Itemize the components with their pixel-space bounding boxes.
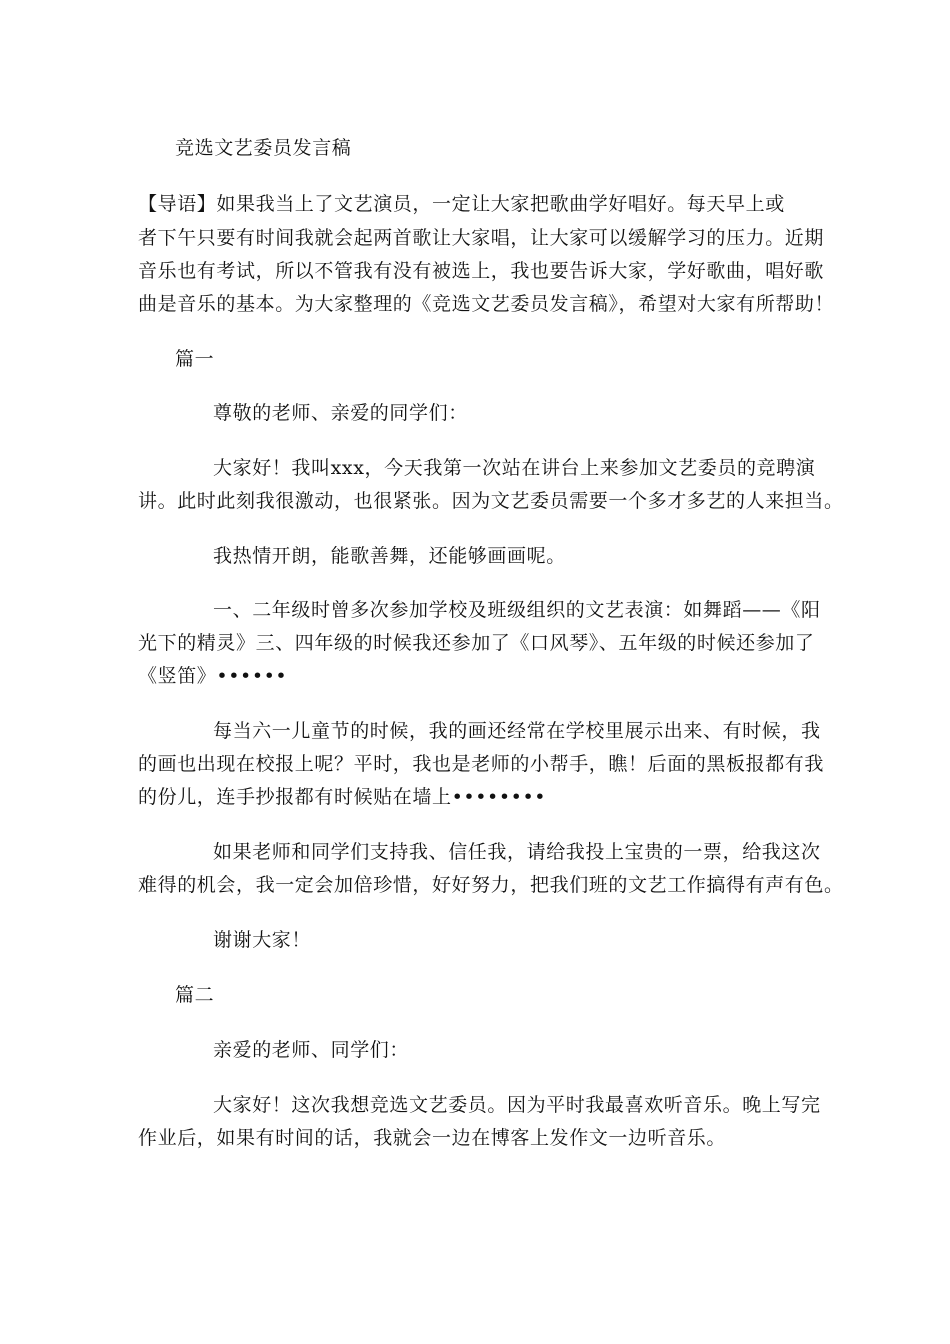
paragraph-line: 作业后，如果有时间的话，我就会一边在博客上发作文一边听音乐。 <box>138 1127 727 1149</box>
closing-line: 谢谢大家！ <box>213 929 312 951</box>
document-title: 竞选文艺委员发言稿 <box>175 137 352 159</box>
paragraph-line: 如果老师和同学们支持我、信任我，请给我投上宝贵的一票，给我这次 <box>213 841 821 863</box>
section-heading: 篇一 <box>175 348 215 370</box>
intro-line: 者下午只要有时间我就会起两首歌让大家唱，让大家可以缓解学习的压力。近期 <box>138 227 825 249</box>
paragraph-line: 的画也出现在校报上呢？平时，我也是老师的小帮手，瞧！后面的黑板报都有我 <box>138 753 825 775</box>
paragraph-line: 大家好！这次我想竞选文艺委员。因为平时我最喜欢听音乐。晚上写完 <box>213 1094 821 1116</box>
paragraph-line: 光下的精灵》三、四年级的时候我还参加了《口风琴》、五年级的时候还参加了 <box>138 632 815 654</box>
paragraph-line: 每当六一儿童节的时候，我的画还经常在学校里展示出来、有时候，我 <box>213 720 821 742</box>
section-heading: 篇二 <box>175 984 215 1006</box>
paragraph-line: 的份儿，连手抄报都有时候贴在墙上•••••••• <box>138 786 547 808</box>
paragraph-line: 难得的机会，我一定会加倍珍惜，好好努力，把我们班的文艺工作搞得有声有色。 <box>138 874 844 896</box>
paragraph-line: 一、二年级时曾多次参加学校及班级组织的文艺表演：如舞蹈——《阳 <box>213 599 821 621</box>
salutation: 亲爱的老师、同学们： <box>213 1039 410 1061</box>
paragraph-line: 大家好！我叫xxx，今天我第一次站在讲台上来参加文艺委员的竞聘演 <box>213 457 816 479</box>
intro-line: 曲是音乐的基本。为大家整理的《竞选文艺委员发言稿》，希望对大家有所帮助！ <box>138 293 835 315</box>
paragraph-line: 《竖笛》•••••• <box>138 665 288 687</box>
paragraph-line: 我热情开朗，能歌善舞，还能够画画呢。 <box>213 545 566 567</box>
intro-line: 音乐也有考试，所以不管我有没有被选上，我也要告诉大家，学好歌曲，唱好歌 <box>138 260 825 282</box>
salutation: 尊敬的老师、亲爱的同学们： <box>213 402 468 424</box>
paragraph-line: 讲。此时此刻我很激动，也很紧张。因为文艺委员需要一个多才多艺的人来担当。 <box>138 490 844 512</box>
intro-line: 【导语】如果我当上了文艺演员，一定让大家把歌曲学好唱好。每天早上或 <box>138 193 785 215</box>
